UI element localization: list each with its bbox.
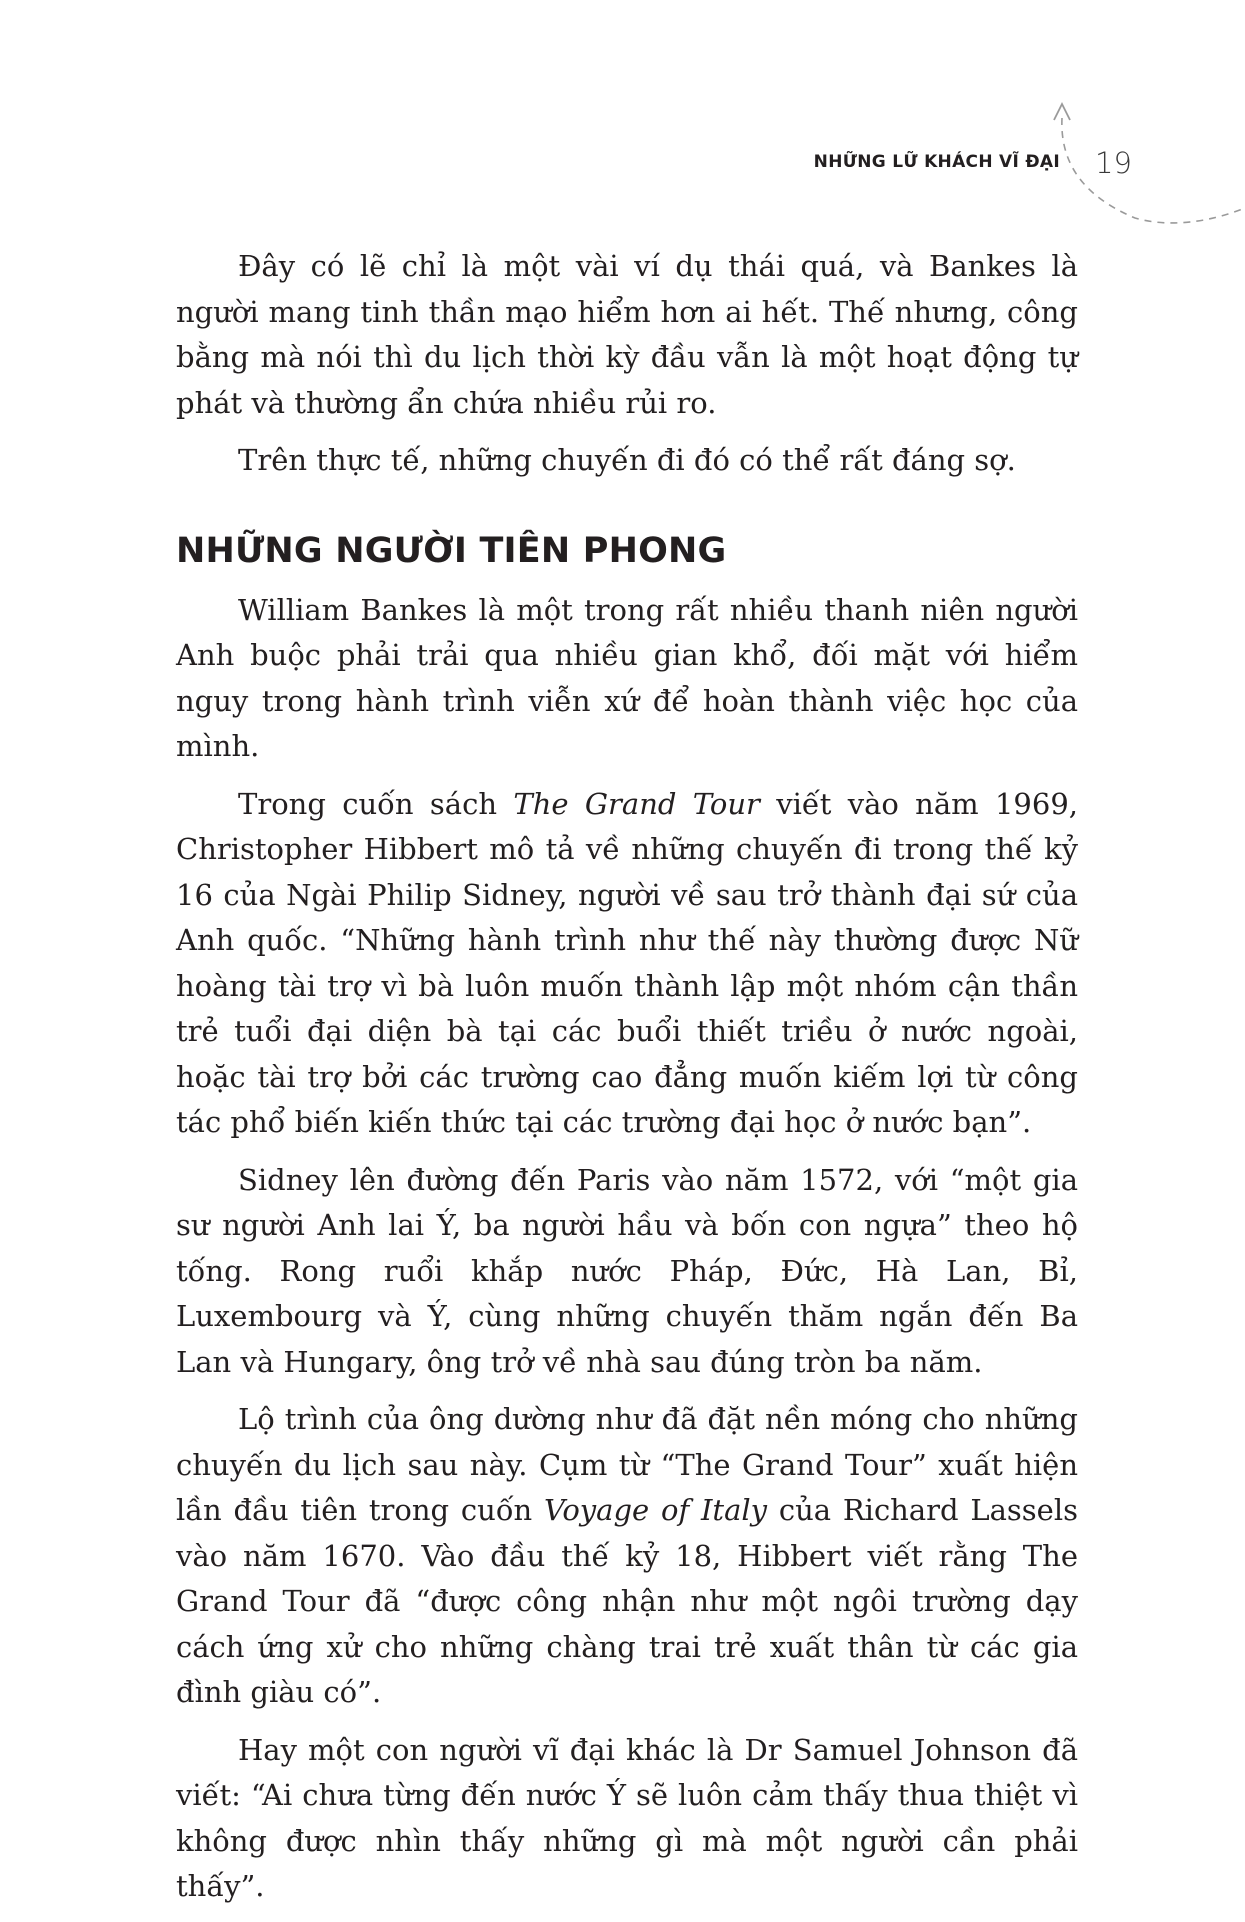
dashed-arrow-ornament: [1040, 100, 1245, 240]
page-number: 19: [1095, 146, 1132, 180]
paragraph-6: [176, 1397, 1078, 1716]
book-title-voyage-of-italy: Voyage of Italy: [544, 1493, 768, 1527]
paragraph-2: Trên thực tế, những chuyến đi đó có thể rất đáng sợ.: [238, 443, 1016, 477]
paragraph-4-lead: Trong cuốn sách: [238, 786, 514, 821]
paragraph-7: Hay một con người vĩ đại khác là Dr Samuel Johnson đã viết: “Ai chưa từng đến nước Ý sẽ luôn cảm thấy thua thiệt vì không được nhìn thấy những gì mà một người cần phải thấy”.: [176, 1732, 1078, 1903]
paragraph-1: Đây có lẽ chỉ là một vài ví dụ thái quá, và Bankes là người mang tinh thần mạo hiểm hơn ai hết. Thế nhưng, công bằng mà nói thì du lịch thời kỳ đầu vẫn là một hoạt động tự phát và thường ẩn chứa nhiều rủi ro.: [176, 249, 1078, 420]
book-title-grand-tour: The Grand Tour: [513, 786, 760, 821]
paragraph-3: William Bankes là một trong rất nhiều thanh niên người Anh buộc phải trải qua nhiều gian khổ, đối mặt với hiểm nguy trong hành trình viễn xứ để hoàn thành việc học của mình.: [176, 592, 1078, 763]
paragraph-6-rest: của Richard Lassels vào năm 1670. Vào đầu thế kỷ 18, Hibbert viết rằng The Grand Tour đã “được công nhận như một ngôi trường dạy cách ứng xử cho những chàng trai trẻ xuất thân từ các gia đình giàu có”.: [176, 1493, 1079, 1709]
body-text: [176, 244, 1078, 1922]
running-title: NHỮNG LỮ KHÁCH VĨ ĐẠI: [813, 152, 1060, 172]
paragraph-5: Sidney lên đường đến Paris vào năm 1572, với “một gia sư người Anh lai Ý, ba người hầu và bốn con ngựa” theo hộ tống. Rong ruổi khắp nước Pháp, Đức, Hà Lan, Bỉ, Luxembourg và Ý, cùng những chuyến thăm ngắn đến Ba Lan và Hungary, ông trở về nhà sau đúng tròn ba năm.: [176, 1162, 1078, 1379]
paragraph-4-rest: viết vào năm 1969, Christopher Hibbert mô tả về những chuyến đi trong thế kỷ 16 của Ngài Philip Sidney, người về sau trở thành đại sứ của Anh quốc. “Những hành trình như thế này thường được Nữ hoàng tài trợ vì bà luôn muốn thành lập một nhóm cận thần trẻ tuổi đại diện bà tại các buổi thiết triều ở nước ngoài, hoặc tài trợ bởi các trường cao đẳng muốn kiếm lợi từ công tác phổ biến kiến thức tại các trường đại học ở nước bạn”.: [176, 786, 1078, 1139]
section-heading: NHỮNG NGƯỜI TIÊN PHONG: [176, 530, 727, 571]
paragraph-6-lead: Lộ trình của ông dường như đã đặt nền móng cho những chuyến du lịch sau này. Cụm từ “The Grand Tour” xuất hiện lần đầu tiên trong cuốn: [176, 1402, 1078, 1527]
paragraph-4: [176, 782, 1078, 1146]
